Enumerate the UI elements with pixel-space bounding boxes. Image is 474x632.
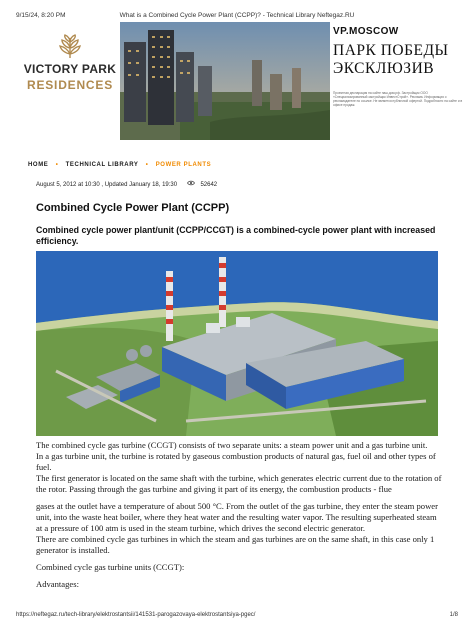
- paragraph-6: Advantages:: [36, 579, 79, 589]
- paragraph-2: The first generator is located on the same shaft with the turbine, which generates electric current due to the rotation of the rotor. Passing through the gas turbine and giving it part of its energy, the combustion products - flue: [36, 473, 442, 494]
- ad-fine-print: Проектная декларация на сайте наш.дом.рф. Застройщик ООО «Специализированный застройщик ИнвестСтрой». Реклама. Информация о рекламодателе по ссылке. Не является публичной офертой. Подробности на сайте и в офисе продаж.: [333, 91, 463, 107]
- page-number: 1/8: [449, 612, 458, 618]
- breadcrumb-separator: •: [145, 162, 149, 168]
- print-title: What is a Combined Cycle Power Plant (CCPP)? - Technical Library Neftegaz.RU: [119, 12, 355, 19]
- paragraph-4: There are combined cycle gas turbines in which the steam and gas turbines are on the same shaft, in this case only 1 generator is installed.: [36, 534, 435, 555]
- article-title: Combined Cycle Power Plant (CCPP): [36, 202, 230, 214]
- ad-headline-1: ПАРК ПОБЕДЫ: [333, 42, 449, 59]
- victory-park-logo[interactable]: [20, 34, 120, 92]
- print-url: https://neftegaz.ru/tech-library/elektrostantsii/141531-parogazovaya-elektrostantsiya-pgeс/: [16, 612, 256, 618]
- article-lead: Combined cycle power plant/unit (CCPP/CCGT) is a combined-cycle power plant with increased efficiency.: [36, 225, 436, 246]
- logo-line-1: VICTORY PARK: [23, 62, 117, 76]
- publish-dates: August 5, 2012 at 10:30 , Updated January 18, 19:30: [36, 182, 178, 188]
- paragraph-1a: The combined cycle gas turbine (CCGT) consists of two separate units: a steam power unit and a gas turbine unit.: [36, 440, 428, 450]
- logo-line-2: RESIDENCES: [26, 78, 114, 92]
- power-plant-illustration: [36, 251, 438, 436]
- ad-skyline-photo[interactable]: [120, 22, 330, 140]
- breadcrumb-home[interactable]: HOME: [28, 162, 49, 168]
- paragraph-1b: In a gas turbine unit, the turbine is rotated by gaseous combustion products of natural gas, fuel oil and other types of fuel.: [36, 451, 436, 472]
- breadcrumb-separator: •: [55, 162, 59, 168]
- ad-headline-2: ЭКСКЛЮЗИВ: [333, 60, 435, 77]
- ad-banner[interactable]: [0, 22, 474, 140]
- print-date: 9/15/24, 8:20 PM: [16, 12, 66, 19]
- article-body: [36, 440, 444, 590]
- paragraph-3: gases at the outlet have a temperature of about 500 °C. From the outlet of the gas turbine, they enter the steam power unit, into the waste heat boiler, where they heat water and the resulting water vapor. The resulting superheated steam at a pressure of 100 atm is used in the steam turbine, which drives the second electric generator.: [36, 501, 438, 533]
- view-count: 52642: [200, 182, 218, 188]
- breadcrumb-technical-library[interactable]: TECHNICAL LIBRARY: [65, 162, 139, 168]
- breadcrumb: [28, 162, 211, 168]
- ad-copy[interactable]: [333, 26, 463, 107]
- eye-icon: [187, 180, 195, 186]
- leaf-emblem-icon: [59, 34, 81, 60]
- article-meta: [36, 180, 217, 188]
- ad-brand: VP.MOSCOW: [333, 26, 399, 37]
- print-header: [0, 0, 474, 22]
- paragraph-5: Combined cycle gas turbine units (CCGT):: [36, 562, 185, 572]
- breadcrumb-power-plants[interactable]: POWER PLANTS: [155, 162, 212, 168]
- print-footer: [16, 612, 458, 618]
